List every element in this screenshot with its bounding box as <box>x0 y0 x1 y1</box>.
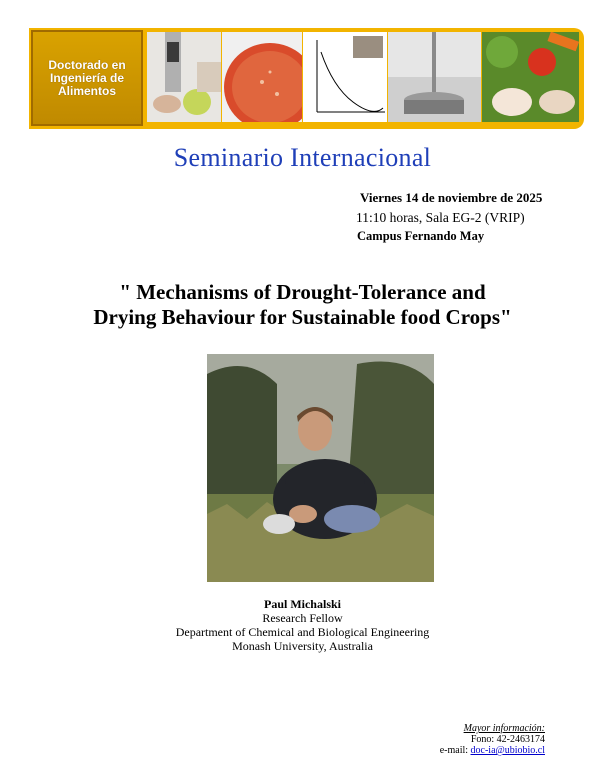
program-line-2: Ingeniería de <box>49 70 125 85</box>
speaker-institution: Monash University, Australia <box>232 639 373 653</box>
email-link[interactable]: doc-ia@ubiobio.cl <box>470 745 545 756</box>
banner-photo-lab <box>147 32 221 122</box>
program-line-1: Doctorado en <box>48 57 126 72</box>
banner-photo-vegetables <box>482 32 579 122</box>
speaker-department: Department of Chemical and Biological Engineering <box>175 625 430 639</box>
contact-info <box>440 723 545 756</box>
program-line-3: Alimentos <box>57 83 116 98</box>
event-date: Viernes 14 de noviembre de 2025 <box>360 190 543 205</box>
program-badge <box>31 30 143 126</box>
banner-photo-instrument <box>388 32 481 122</box>
event-campus: Campus Fernando May <box>357 229 485 243</box>
speaker-info <box>0 597 605 653</box>
talk-title-line-2: Drying Behaviour for Sustainable food Crops" <box>93 305 512 329</box>
speaker-name: Paul Michalski <box>263 597 341 611</box>
banner-photo-graph <box>303 32 387 122</box>
speaker-role: Research Fellow <box>262 611 343 625</box>
speaker-photo <box>207 354 434 582</box>
event-time: 11:10 horas, Sala EG-2 (VRIP) <box>356 210 525 225</box>
page-title: Seminario Internacional <box>173 143 432 172</box>
email-label: e-mail: <box>439 745 471 756</box>
talk-title <box>0 280 605 330</box>
banner-photo-petri <box>222 32 302 122</box>
contact-phone: Fono: 42-2463174 <box>470 734 545 745</box>
talk-title-line-1: " Mechanisms of Drought-Tolerance and <box>119 280 486 304</box>
contact-heading: Mayor información: <box>463 723 545 734</box>
